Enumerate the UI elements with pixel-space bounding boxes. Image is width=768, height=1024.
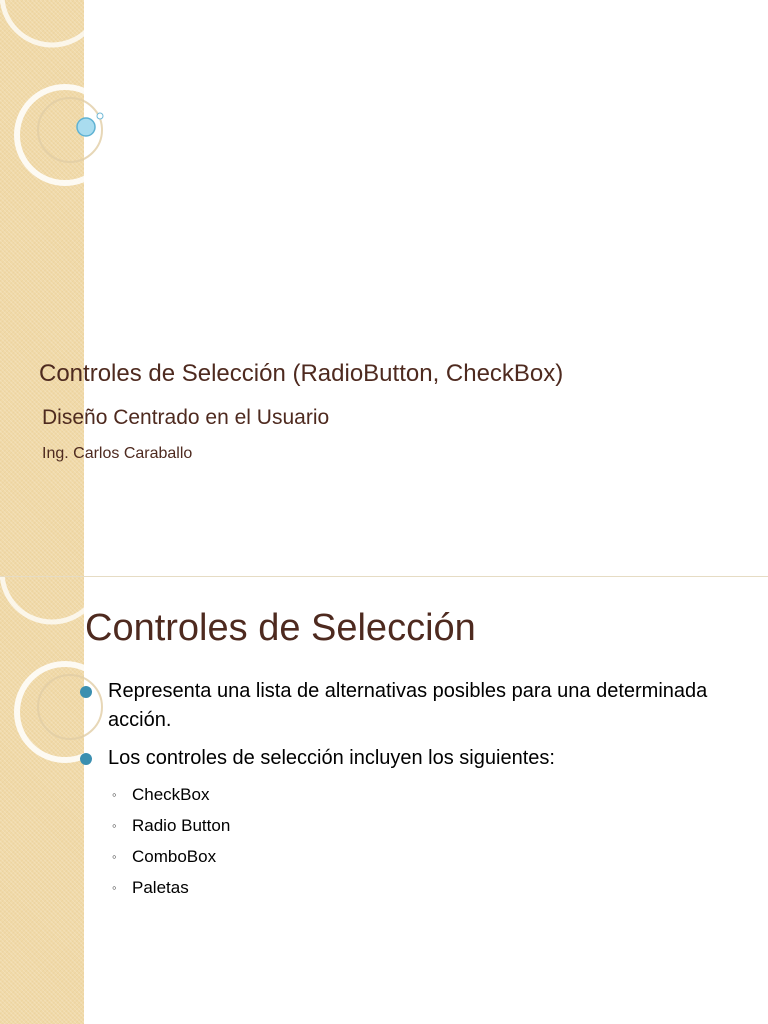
bullet-list (80, 677, 720, 912)
sub-item-text: Paletas (132, 878, 189, 897)
ring-bullet-icon: ◦ (112, 849, 117, 864)
sub-list-item (108, 872, 720, 903)
slide-title: Controles de Selección (RadioButton, CheckBox) (39, 360, 564, 387)
decorative-circles (0, 0, 200, 220)
sub-list-item (108, 841, 720, 872)
ring-bullet-icon: ◦ (112, 880, 117, 895)
sub-list-item (108, 779, 720, 810)
decorative-ring (17, 87, 113, 183)
bullet-text: Los controles de selección incluyen los siguientes: (108, 747, 555, 769)
decorative-bubble-large (77, 118, 95, 136)
sub-list-item (108, 810, 720, 841)
bullet-dot-icon (80, 753, 92, 765)
decorative-ring-top (2, 0, 102, 45)
bullet-dot-icon (80, 686, 92, 698)
list-item (80, 744, 720, 903)
ring-bullet-icon: ◦ (112, 787, 117, 802)
slide-title: Controles de Selección (85, 607, 476, 649)
list-item (80, 677, 720, 735)
bullet-text: Representa una lista de alternativas posibles para una determinada acción. (108, 680, 708, 731)
author-name: Ing. Carlos Caraballo (42, 445, 193, 462)
slide-subtitle: Diseño Centrado en el Usuario (42, 406, 330, 429)
sub-item-text: ComboBox (132, 847, 217, 866)
sub-item-text: CheckBox (132, 785, 210, 804)
content-slide (0, 576, 768, 1024)
sub-item-text: Radio Button (132, 816, 231, 835)
decorative-bubble-small (97, 113, 103, 119)
sub-bullet-list (108, 779, 720, 903)
ring-bullet-icon: ◦ (112, 818, 117, 833)
